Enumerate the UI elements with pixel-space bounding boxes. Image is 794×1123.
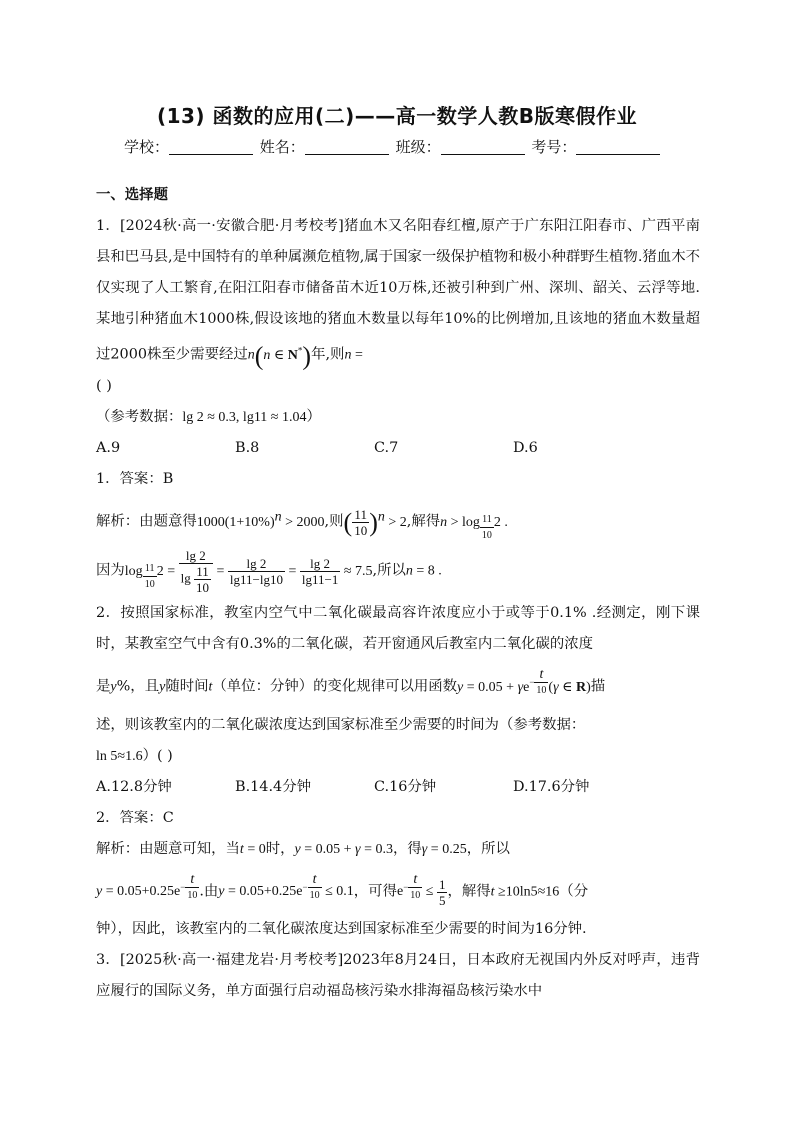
school-blank[interactable] [169,138,253,155]
math-inline: $1000(1+10\%)^n > 2000$ [196,508,325,530]
question-2-line4: ln 5≈1.6）( ) [96,747,173,764]
question-1-reference: （参考数据：lg 2 ≈ 0.3, lg11 ≈ 1.04） [96,408,321,425]
question-2-solution-3: 钟），因此，该教室内的二氧化碳浓度达到国家标准至少需要的时间为16分钟. [96,921,587,938]
choice-c[interactable]: C.7 [374,439,399,456]
exam-no-blank[interactable] [576,138,660,155]
question-2: 2．按照国家标准，教室内空气中二氧化碳最高容许浓度应小于或等于0.1% .经测定，刚下课时，某教室空气中含有0.3%的二氧化碳，若开窗通风后教室内二氧化碳的浓度 [96,604,700,652]
math-inline: n = 8 . [405,564,442,580]
question-2-choices [96,772,700,803]
choice-b[interactable]: B.8 [235,439,260,456]
choice-b[interactable]: B.14.4分钟 [235,778,311,795]
math-inline: ( $\frac{11}{10}$ )$^n$ > 2 [343,506,407,538]
section-heading: 一、选择题 [96,187,168,203]
math-inline: $y = 0.05 + \gamma e^{- \frac{t}{10}}$ (γ ∈ R) [457,667,591,697]
question-1-paren: ( ) [96,377,112,394]
math-inline: n [247,347,255,363]
choice-a[interactable]: A.9 [96,439,121,456]
choice-d[interactable]: D.6 [513,439,538,456]
question-3: 3．[2025秋·高一·福建龙岩·月考校考]2023年8月24日，日本政府无视国内外反对呼声，违背应履行的国际义务，单方面强行启动福岛核污染水排海福岛核污染水中 [96,952,700,1000]
question-1 [96,211,700,371]
question-2-line3: 述，则该教室内的二氧化碳浓度达到国家标准至少需要的时间为（参考数据： [96,716,586,733]
question-1-answer: 1．答案：B [96,470,174,487]
question-1-solution-2: 因为log $_{\frac{11}{10}}$ 2 = lg 2 lg $\frac{11}{10}$ = $\frac{\lg 2}{\lg 11-\lg 10}$ = $\frac{\lg 2}{\lg 11-1}$ ≈ 7.5,所以n = 8 . [96,548,442,596]
school-label: 学校： [124,138,170,156]
choice-c[interactable]: C.16分钟 [374,778,437,795]
document-body [96,180,700,1007]
question-2-answer: 2．答案：C [96,809,174,826]
choice-d[interactable]: D.17.6分钟 [513,778,590,795]
math-inline: log $_{\frac{11}{10}}$ 2 = lg 2 lg $\frac{11}{10}$ = $\frac{\lg 2}{\lg 11-\lg 10}$ = $\frac{\lg 2}{\lg 11-1}$ ≈ 7.5 [124,548,373,596]
question-2-solution: 解析：由题意可知，当t = 0时，y = 0.05 + γ = 0.3，得γ = 0.25，所以 [96,840,510,857]
question-2-line2: 是y%，且y随时间t（单位：分钟）的变化规律可以用函数$y = 0.05 + \gamma e^{- \frac{t}{10}}$ (γ ∈ R)描 [96,667,606,697]
question-1-solution: 解析：由题意得$1000(1+10\%)^n > 2000$,则( $\frac{11}{10}$ )$^n$ > 2,解得n > log $_{\frac{11}{10}}$ 2 . [96,506,508,541]
student-info-row [124,136,662,157]
choice-a[interactable]: A.12.8分钟 [96,778,172,795]
class-blank[interactable] [441,138,525,155]
question-1-choices [96,433,700,464]
name-blank[interactable] [305,138,389,155]
exam-no-label: 考号： [531,138,577,156]
question-1-text: 1．[2024秋·高一·安徽合肥·月考校考]猪血木又名阳春红檀,原产于广东阳江阳春市、广西平南县和巴马县,是中国特有的单种属濒危植物,属于国家一级保护植物和极小种群野生植物.猪血木不仅实现了人工繁育,在阳江阳春市储备苗木近10万株,还被引种到广州、深圳、韶关、云浮等地.某地引种猪血木1000株,假设该地的猪血木数量以每年10%的比例增加,且该地的猪血木数量超过2000株至少需要经过 [96,218,700,363]
question-1-tail: 年,则 [311,346,345,363]
question-2-solution-2: $y = 0.05+0.25e^{- \frac{t}{10}}$ .由$y = 0.05+0.25e^{- \frac{t}{10}}$ ≤ 0.1，可得$e^{- \frac{t}{10}}$ ≤ $\frac{1}{5}$ ，解得t ≥10ln5≈16（分 [96,872,589,908]
name-label: 姓名： [259,138,305,156]
math-inline: (n ∈ N*) [254,340,312,370]
math-inline: n [344,347,352,363]
math-inline: n > log $_{\frac{11}{10}}$ 2 . [440,513,508,541]
math-inline: = [351,347,363,363]
class-label: 班级： [395,138,441,156]
page-title: (13) 函数的应用(二)——高一数学人教B版寒假作业 [156,104,638,128]
